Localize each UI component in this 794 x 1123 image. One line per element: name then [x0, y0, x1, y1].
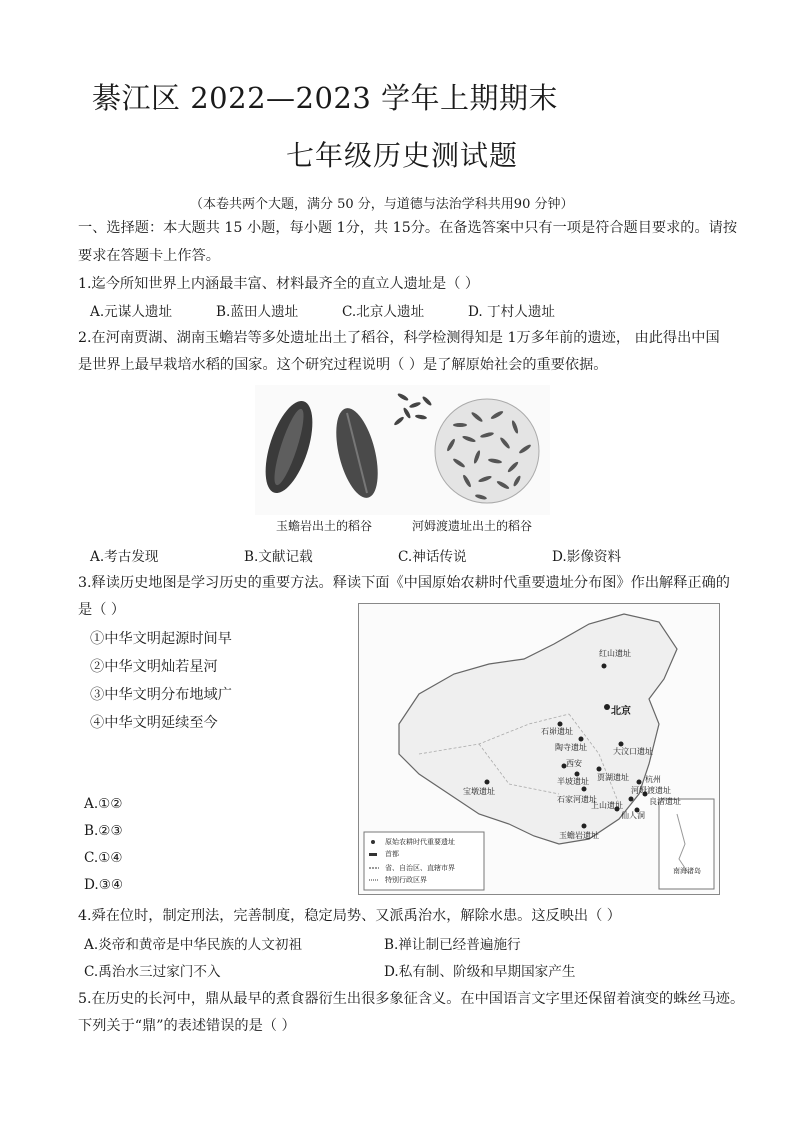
map-label-jiahu: 贾湖遗址 [597, 773, 629, 782]
question-1-option-b: B.蓝田人遗址 [216, 304, 299, 320]
exam-note: （本卷共两个大题，满分 50 分，与道德与法治学科共用90 分钟） [190, 197, 574, 212]
question-2-option-d: D.影像资料 [552, 549, 622, 565]
legend-province-border: 省、自治区、直辖市界 [385, 864, 455, 872]
question-4-option-a: A.炎帝和黄帝是中华民族的人文初祖 [84, 937, 303, 953]
legend-sar-border: 特别行政区界 [385, 876, 427, 884]
caption-yuchanyan-rice: 玉蟾岩出土的稻谷 [276, 519, 373, 533]
question-2-option-a: A.考古发现 [90, 549, 159, 565]
map-label-hongshan: 红山遗址 [599, 649, 631, 658]
china-neolithic-sites-map [358, 603, 720, 895]
question-3-statement-3: ③中华文明分布地域广 [90, 687, 232, 703]
section-instructions-line-2: 要求在答题卡上作答。 [78, 248, 220, 264]
map-label-banpo: 半坡遗址 [557, 777, 589, 786]
question-4-option-b: B.禅让制已经普遍施行 [384, 937, 521, 953]
map-label-hemudu: 河姆渡遗址 [631, 786, 671, 795]
question-2-option-b: B.文献记载 [244, 549, 313, 565]
question-2-option-c: C.神话传说 [398, 549, 467, 565]
question-1-option-a: A.元谋人遗址 [90, 304, 173, 320]
title-line-1: 綦江区 2022—2023 学年上期期末 [92, 81, 559, 115]
question-1-option-d: D. 丁村人遗址 [468, 304, 556, 320]
map-label-xian: 西安 [566, 759, 582, 768]
map-label-shangshan: 上山遗址 [591, 801, 623, 810]
map-label-taosi: 陶寺遗址 [555, 743, 587, 752]
question-3-statement-4: ④中华文明延续至今 [90, 715, 218, 731]
china-outline [359, 604, 719, 894]
map-label-dawenkou: 大汶口遗址 [613, 747, 653, 756]
question-3-statement-1: ①中华文明起源时间早 [90, 631, 232, 647]
question-4-option-c: C.禹治水三过家门不入 [84, 964, 221, 980]
legend-capital: 首都 [385, 850, 399, 858]
map-label-yuchanyan: 玉蟾岩遗址 [559, 831, 599, 840]
map-label-liangzhu: 良渚遗址 [649, 797, 681, 806]
question-1-option-c: C.北京人遗址 [342, 304, 425, 320]
question-2-stem-line-2: 是世界上最早栽培水稻的国家。这个研究过程说明（ ）是了解原始社会的重要依据。 [78, 357, 608, 373]
question-3-option-b: B.②③ [84, 823, 123, 839]
caption-hemudu-rice: 河姆渡遗址出土的稻谷 [412, 519, 533, 533]
map-label-shijiahe: 石家河遗址 [557, 795, 597, 804]
map-label-hangzhou: 杭州 [645, 775, 661, 784]
rice-grain-photo [255, 385, 550, 515]
map-label-baodun: 宝墩遗址 [463, 787, 495, 796]
question-2-stem-line-1: 2.在河南贾湖、湖南玉蟾岩等多处遗址出土了稻谷，科学检测得知是 1万多年前的遗迹， 由此得出中国 [78, 330, 720, 346]
question-3-option-a: A.①② [84, 796, 123, 812]
section-instructions-line-1: 一、选择题：本大题共 15 小题，每小题 1分，共 15分。在备选答案中只有一项是符合题目要求的。请按 [78, 220, 738, 236]
map-label-south-china-sea: 南海诸岛 [673, 867, 701, 875]
title-line-2: 七年级历史测试题 [286, 139, 519, 172]
question-1-stem: 1.迄今所知世界上内涵最丰富、材料最齐全的直立人遗址是（ ） [78, 276, 480, 292]
question-3-option-c: C.①④ [84, 850, 123, 866]
question-3-stem-line-1: 3.释读历史地图是学习历史的重要方法。释读下面《中国原始农耕时代重要遗址分布图》作出解释正确的 [78, 575, 730, 591]
legend-sites: 原始农耕时代重要遗址 [385, 838, 455, 846]
map-label-beijing: 北京 [611, 706, 631, 717]
map-label-shimao: 石峁遗址 [541, 727, 573, 736]
question-4-stem: 4.舜在位时，制定刑法，完善制度，稳定局势、又派禹治水，解除水患。这反映出（ ） [78, 908, 621, 924]
question-3-option-d: D.③④ [84, 877, 124, 893]
question-3-stem-line-2: 是（ ） [78, 602, 126, 618]
map-label-xianrendong: 仙人洞 [621, 811, 645, 820]
question-5-stem-line-2: 下列关于“鼎”的表述错误的是（ ） [78, 1018, 296, 1034]
question-4-option-d: D.私有制、阶级和早期国家产生 [384, 964, 576, 980]
question-3-statement-2: ②中华文明灿若星河 [90, 659, 218, 675]
question-5-stem-line-1: 5.在历史的长河中，鼎从最早的煮食器衍生出很多象征含义。在中国语言文字里还保留着演变的蛛丝马迹。 [78, 991, 745, 1007]
